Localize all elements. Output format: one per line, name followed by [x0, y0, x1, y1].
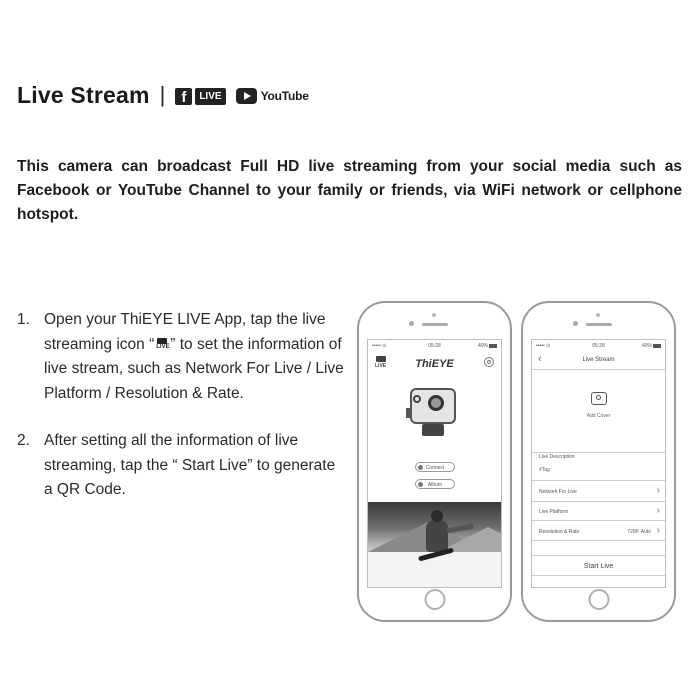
album-button[interactable]: [415, 479, 455, 489]
divider: [532, 520, 665, 521]
live-description-label: Live Description: [539, 454, 575, 460]
live-icon-label: LIVE: [156, 344, 170, 351]
connect-icon: [418, 465, 423, 470]
chevron-right-icon[interactable]: ›: [656, 485, 660, 496]
home-button[interactable]: [588, 589, 609, 610]
step-item: [17, 429, 347, 503]
battery-percent: 40%: [641, 343, 652, 349]
steps-list: [17, 308, 347, 526]
title-separator: |: [159, 82, 166, 107]
phone-home-screen: [357, 301, 512, 622]
chevron-right-icon[interactable]: ›: [656, 525, 660, 536]
page-header: [17, 80, 309, 110]
step-text-part: Open your ThiEYE LIVE App, tap the live streaming icon “: [44, 311, 326, 353]
battery-percent: 40%: [477, 343, 488, 349]
camera-plus-icon[interactable]: [591, 392, 607, 405]
front-camera-icon: [596, 313, 600, 317]
resolution-rate-row[interactable]: Resolution & Rate: [539, 529, 580, 535]
step-text: After setting all the information of live streaming, tap the “ Start Live” to generate a QR Code.: [44, 432, 336, 498]
album-icon: [418, 482, 423, 487]
facebook-live-label: LIVE: [195, 88, 225, 105]
app-screen: [531, 339, 666, 588]
intro-paragraph: This camera can broadcast Full HD live streaming from your social media such as Facebook or YouTube Channel to your family or friends, via WiFi network or cellphone hotspot.: [17, 158, 682, 223]
youtube-play-icon: [236, 88, 257, 104]
youtube-logo: [236, 88, 309, 104]
battery-icon: [489, 344, 497, 348]
step-item: [17, 308, 347, 406]
step-number: 2.: [17, 432, 30, 449]
divider: [532, 480, 665, 481]
divider: [532, 452, 665, 453]
resolution-rate-value: 720P, Auto: [627, 529, 651, 535]
divider: [532, 540, 665, 541]
status-time: 05:28: [592, 343, 605, 349]
step-text-part: ” to set the information of live stream, such as Network For Live / Live Platform / Resolution & Rate.: [44, 335, 344, 402]
action-camera-image: [406, 384, 462, 440]
live-platform-row[interactable]: Live Platform: [539, 509, 569, 515]
battery-indicator: [478, 343, 497, 349]
signal-indicator: ••••• ⊙: [536, 343, 551, 349]
chevron-right-icon[interactable]: ›: [656, 505, 660, 516]
back-chevron-icon[interactable]: ‹: [538, 353, 542, 365]
facebook-live-logo: [175, 88, 225, 105]
settings-icon[interactable]: [484, 357, 494, 367]
screen-title: Live Stream: [582, 357, 615, 363]
sensor-icon: [409, 321, 414, 326]
network-for-live-row[interactable]: Network For Live: [539, 489, 577, 495]
add-cover-label[interactable]: Add Cover: [586, 413, 611, 419]
status-time: 05:28: [428, 343, 441, 349]
battery-icon: [653, 344, 661, 348]
phone-live-stream-screen: [521, 301, 676, 622]
snowboarder-photo: [368, 502, 501, 588]
album-label: Album: [427, 482, 443, 488]
youtube-label: YouTube: [260, 89, 309, 103]
live-description-input[interactable]: #Tag: [539, 467, 550, 473]
live-stream-icon: [155, 338, 169, 350]
divider: [532, 369, 665, 370]
live-icon-label: LIVE: [375, 363, 387, 369]
home-button[interactable]: [424, 589, 445, 610]
page-title: Live Stream: [17, 81, 150, 108]
start-live-button[interactable]: Start Live: [583, 563, 614, 570]
signal-indicator: ••••• ⊙: [372, 343, 387, 349]
connect-label: Connect: [425, 465, 445, 471]
speaker-icon: [586, 323, 612, 326]
speaker-icon: [422, 323, 448, 326]
sensor-icon: [573, 321, 578, 326]
connect-button[interactable]: [415, 462, 455, 472]
facebook-icon: f: [175, 88, 192, 105]
app-brand: ThiEYE: [415, 358, 454, 370]
divider: [532, 575, 665, 576]
step-number: 1.: [17, 311, 30, 328]
divider: [532, 501, 665, 502]
app-screen: [367, 339, 502, 588]
front-camera-icon: [432, 313, 436, 317]
battery-indicator: [642, 343, 661, 349]
step-text: [44, 308, 347, 406]
divider: [532, 555, 665, 556]
